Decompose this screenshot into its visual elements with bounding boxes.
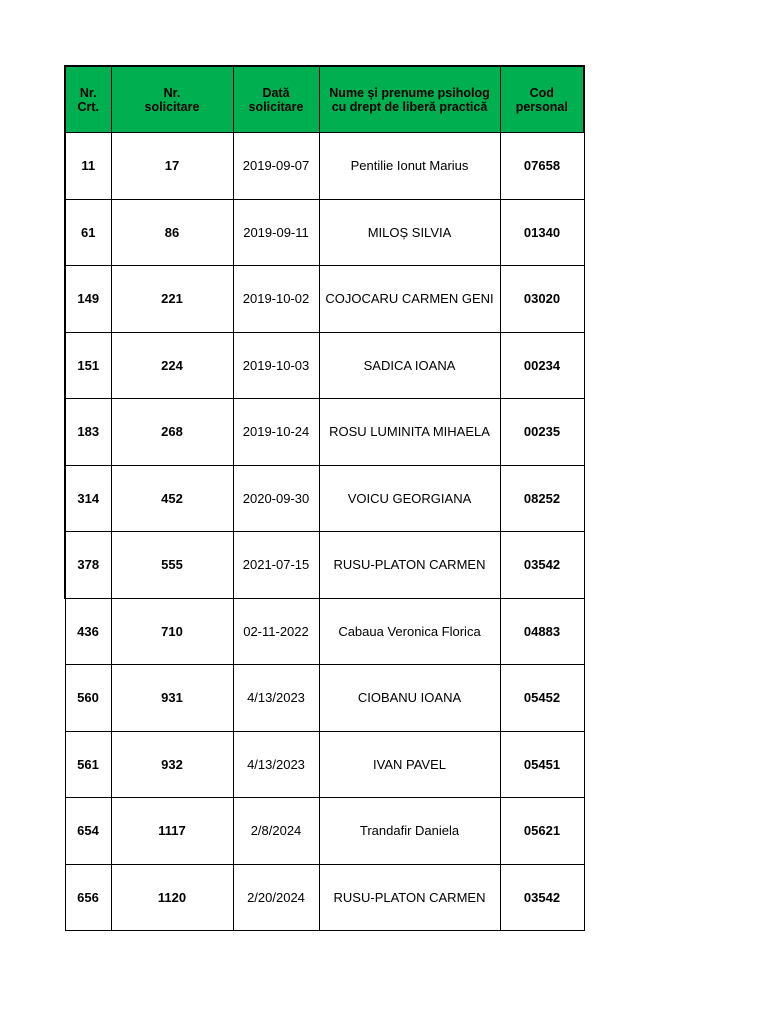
cell-nr-solicitare: 224 [111,332,233,399]
table-row [65,332,584,399]
cell-nr-solicitare: 17 [111,133,233,200]
cell-nr-solicitare: 932 [111,731,233,798]
header-nume-prenume: Nume și prenume psiholog cu drept de liberă practică [319,66,500,133]
table-row [65,864,584,931]
header-cod-personal: Cod personal [500,66,584,133]
header-nr-solicitare: Nr. solicitare [111,66,233,133]
cell-data-solicitare: 2019-09-07 [233,133,319,200]
cell-nr-crt: 436 [65,598,111,665]
cell-data-solicitare: 2019-10-24 [233,399,319,466]
cell-nr-crt: 11 [65,133,111,200]
table-row [65,399,584,466]
cell-nr-crt: 656 [65,864,111,931]
cell-nume-prenume: SADICA IOANA [319,332,500,399]
table-header [65,66,584,133]
header-row [65,66,584,133]
cell-cod-personal: 03542 [500,864,584,931]
cell-data-solicitare: 2021-07-15 [233,532,319,599]
cell-nume-prenume: Pentilie Ionut Marius [319,133,500,200]
cell-cod-personal: 04883 [500,598,584,665]
cell-data-solicitare: 2019-09-11 [233,199,319,266]
cell-nr-crt: 314 [65,465,111,532]
cell-data-solicitare: 2020-09-30 [233,465,319,532]
cell-nr-crt: 149 [65,266,111,333]
cell-cod-personal: 00234 [500,332,584,399]
table-row [65,798,584,865]
cell-data-solicitare: 4/13/2023 [233,665,319,732]
cell-cod-personal: 01340 [500,199,584,266]
cell-nume-prenume: CIOBANU IOANA [319,665,500,732]
table-row [65,598,584,665]
cell-nr-crt: 183 [65,399,111,466]
cell-data-solicitare: 2/20/2024 [233,864,319,931]
table-row [65,665,584,732]
table-row [65,199,584,266]
cell-data-solicitare: 2/8/2024 [233,798,319,865]
cell-data-solicitare: 2019-10-03 [233,332,319,399]
psychologist-registry-table [64,65,585,931]
cell-cod-personal: 03020 [500,266,584,333]
cell-nr-crt: 654 [65,798,111,865]
cell-nr-solicitare: 452 [111,465,233,532]
cell-nr-solicitare: 555 [111,532,233,599]
cell-nr-crt: 61 [65,199,111,266]
cell-nr-solicitare: 221 [111,266,233,333]
cell-nume-prenume: IVAN PAVEL [319,731,500,798]
table-row [65,266,584,333]
cell-cod-personal: 07658 [500,133,584,200]
cell-nume-prenume: Trandafir Daniela [319,798,500,865]
cell-nume-prenume: RUSU-PLATON CARMEN [319,864,500,931]
table-row [65,465,584,532]
cell-nr-solicitare: 1117 [111,798,233,865]
cell-data-solicitare: 02-11-2022 [233,598,319,665]
cell-nr-solicitare: 1120 [111,864,233,931]
psychologist-registry-table-container [64,65,583,931]
cell-cod-personal: 05451 [500,731,584,798]
table-row [65,532,584,599]
cell-nume-prenume: RUSU-PLATON CARMEN [319,532,500,599]
cell-nume-prenume: ROSU LUMINITA MIHAELA [319,399,500,466]
cell-cod-personal: 05452 [500,665,584,732]
cell-nume-prenume: VOICU GEORGIANA [319,465,500,532]
cell-cod-personal: 05621 [500,798,584,865]
cell-nr-solicitare: 710 [111,598,233,665]
cell-nr-crt: 151 [65,332,111,399]
cell-nr-crt: 560 [65,665,111,732]
cell-cod-personal: 08252 [500,465,584,532]
cell-data-solicitare: 4/13/2023 [233,731,319,798]
cell-nr-crt: 378 [65,532,111,599]
cell-nume-prenume: COJOCARU CARMEN GENI [319,266,500,333]
cell-nr-solicitare: 86 [111,199,233,266]
table-row [65,731,584,798]
header-data-solicitare: Dată solicitare [233,66,319,133]
cell-nume-prenume: Cabaua Veronica Florica [319,598,500,665]
cell-cod-personal: 03542 [500,532,584,599]
cell-nume-prenume: MILOȘ SILVIA [319,199,500,266]
table-body [65,133,584,931]
cell-nr-solicitare: 268 [111,399,233,466]
cell-data-solicitare: 2019-10-02 [233,266,319,333]
table-row [65,133,584,200]
cell-nr-crt: 561 [65,731,111,798]
cell-nr-solicitare: 931 [111,665,233,732]
cell-cod-personal: 00235 [500,399,584,466]
header-nr-crt: Nr. Crt. [65,66,111,133]
